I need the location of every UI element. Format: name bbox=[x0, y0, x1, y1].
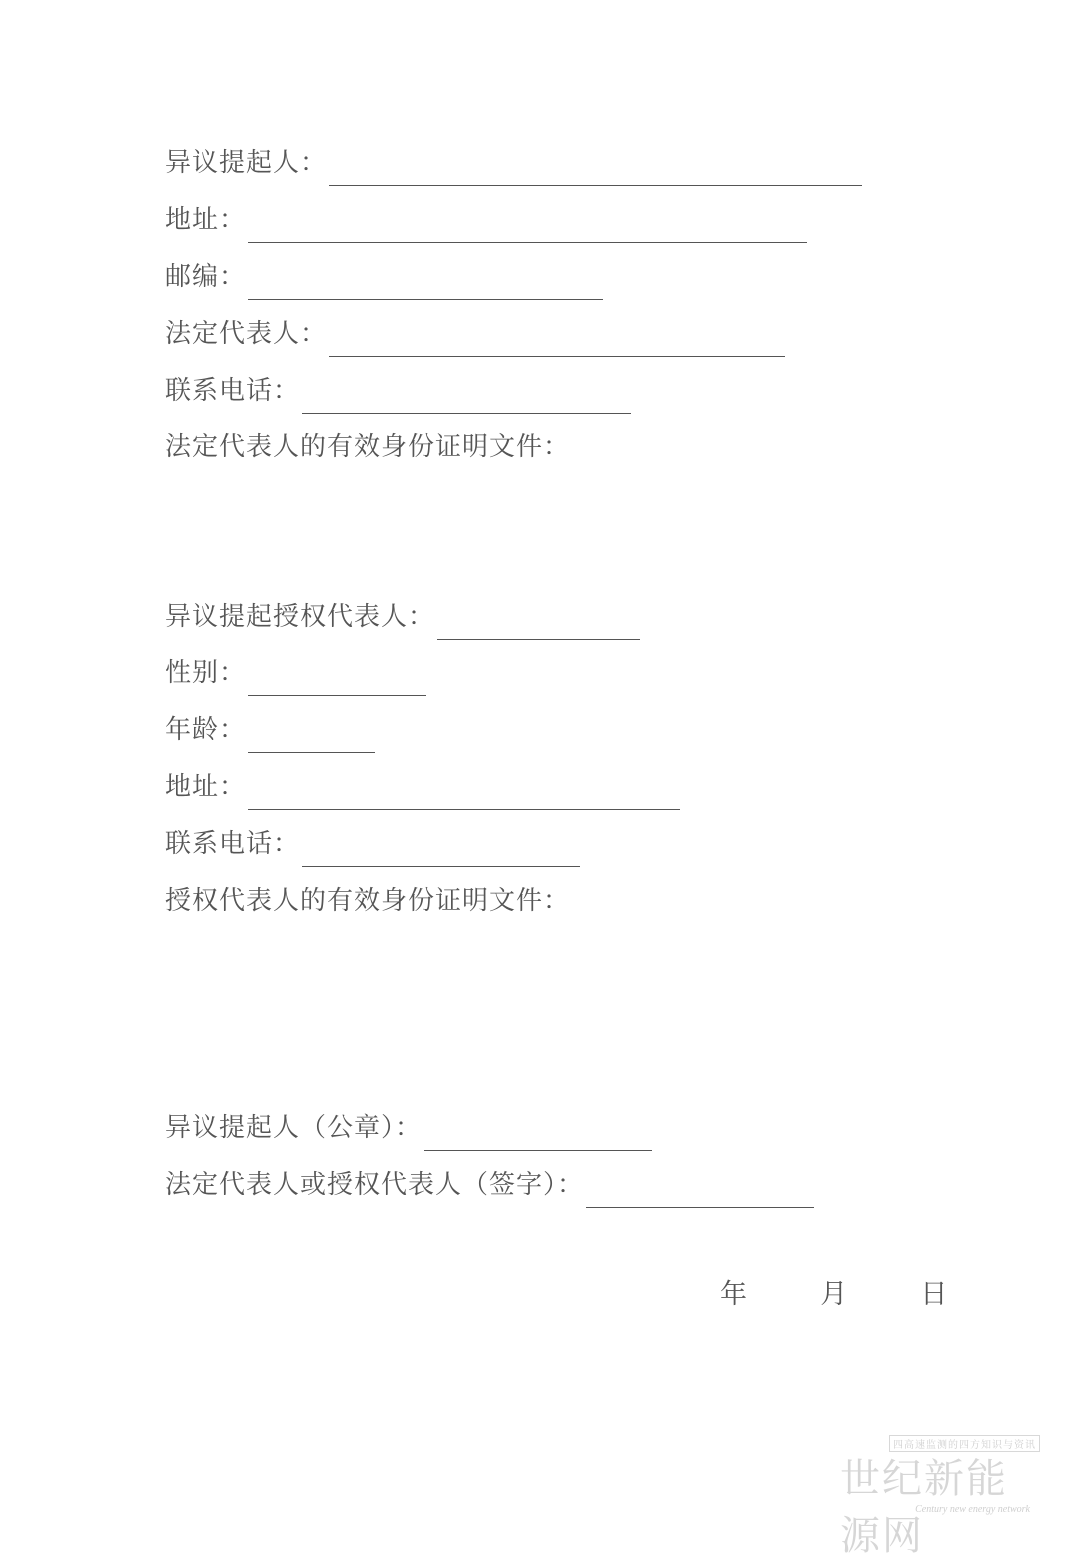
phone-row bbox=[165, 366, 631, 406]
postcode-label: 邮编： bbox=[165, 262, 247, 292]
seal-blank[interactable] bbox=[424, 1122, 652, 1151]
postcode-row bbox=[165, 252, 603, 292]
address-row bbox=[165, 195, 807, 235]
phone-label: 联系电话： bbox=[165, 376, 301, 406]
address2-row bbox=[165, 762, 680, 802]
authorized-rep-id-label: 授权代表人的有效身份证明文件： bbox=[165, 886, 571, 916]
gender-blank[interactable] bbox=[248, 667, 426, 696]
address2-blank[interactable] bbox=[248, 781, 680, 810]
postcode-blank[interactable] bbox=[248, 271, 603, 300]
objector-row bbox=[165, 138, 862, 178]
date-line bbox=[720, 1272, 947, 1311]
watermark-sub-text: Century new energy network bbox=[915, 1504, 1030, 1515]
address-blank[interactable] bbox=[248, 214, 807, 243]
address-label: 地址： bbox=[165, 205, 247, 235]
signature-blank[interactable] bbox=[586, 1179, 814, 1208]
phone2-blank[interactable] bbox=[302, 838, 580, 867]
date-day: 日 bbox=[920, 1279, 948, 1310]
signature-row bbox=[165, 1160, 814, 1200]
date-year: 年 bbox=[720, 1279, 747, 1310]
seal-label: 异议提起人（公章）： bbox=[165, 1113, 423, 1143]
age-blank[interactable] bbox=[248, 724, 375, 753]
date-month: 月 bbox=[820, 1279, 848, 1310]
phone-blank[interactable] bbox=[302, 385, 631, 414]
signature-label: 法定代表人或授权代表人（签字）： bbox=[165, 1170, 585, 1200]
gender-label: 性别： bbox=[165, 658, 247, 688]
legal-rep-label: 法定代表人： bbox=[165, 319, 328, 349]
objector-blank[interactable] bbox=[329, 157, 862, 186]
watermark-top-text: 四高速监测的四方知识与资讯 bbox=[889, 1435, 1040, 1452]
gender-row bbox=[165, 648, 426, 688]
legal-rep-id-row bbox=[165, 422, 570, 462]
watermark-logo bbox=[840, 1435, 1040, 1559]
legal-rep-blank[interactable] bbox=[329, 328, 785, 357]
authorized-rep-label: 异议提起授权代表人： bbox=[165, 602, 436, 632]
age-label: 年龄： bbox=[165, 715, 247, 745]
authorized-rep-blank[interactable] bbox=[437, 611, 640, 640]
seal-row bbox=[165, 1103, 652, 1143]
legal-rep-id-label: 法定代表人的有效身份证明文件： bbox=[165, 432, 571, 462]
watermark-main-text: 世纪新能源网 bbox=[840, 1456, 1008, 1559]
address2-label: 地址： bbox=[165, 772, 247, 802]
phone2-row bbox=[165, 819, 580, 859]
objector-label: 异议提起人： bbox=[165, 148, 328, 178]
phone2-label: 联系电话： bbox=[165, 829, 301, 859]
authorized-rep-id-row bbox=[165, 876, 570, 916]
age-row bbox=[165, 705, 375, 745]
authorized-rep-row bbox=[165, 592, 640, 632]
legal-rep-row bbox=[165, 309, 785, 349]
